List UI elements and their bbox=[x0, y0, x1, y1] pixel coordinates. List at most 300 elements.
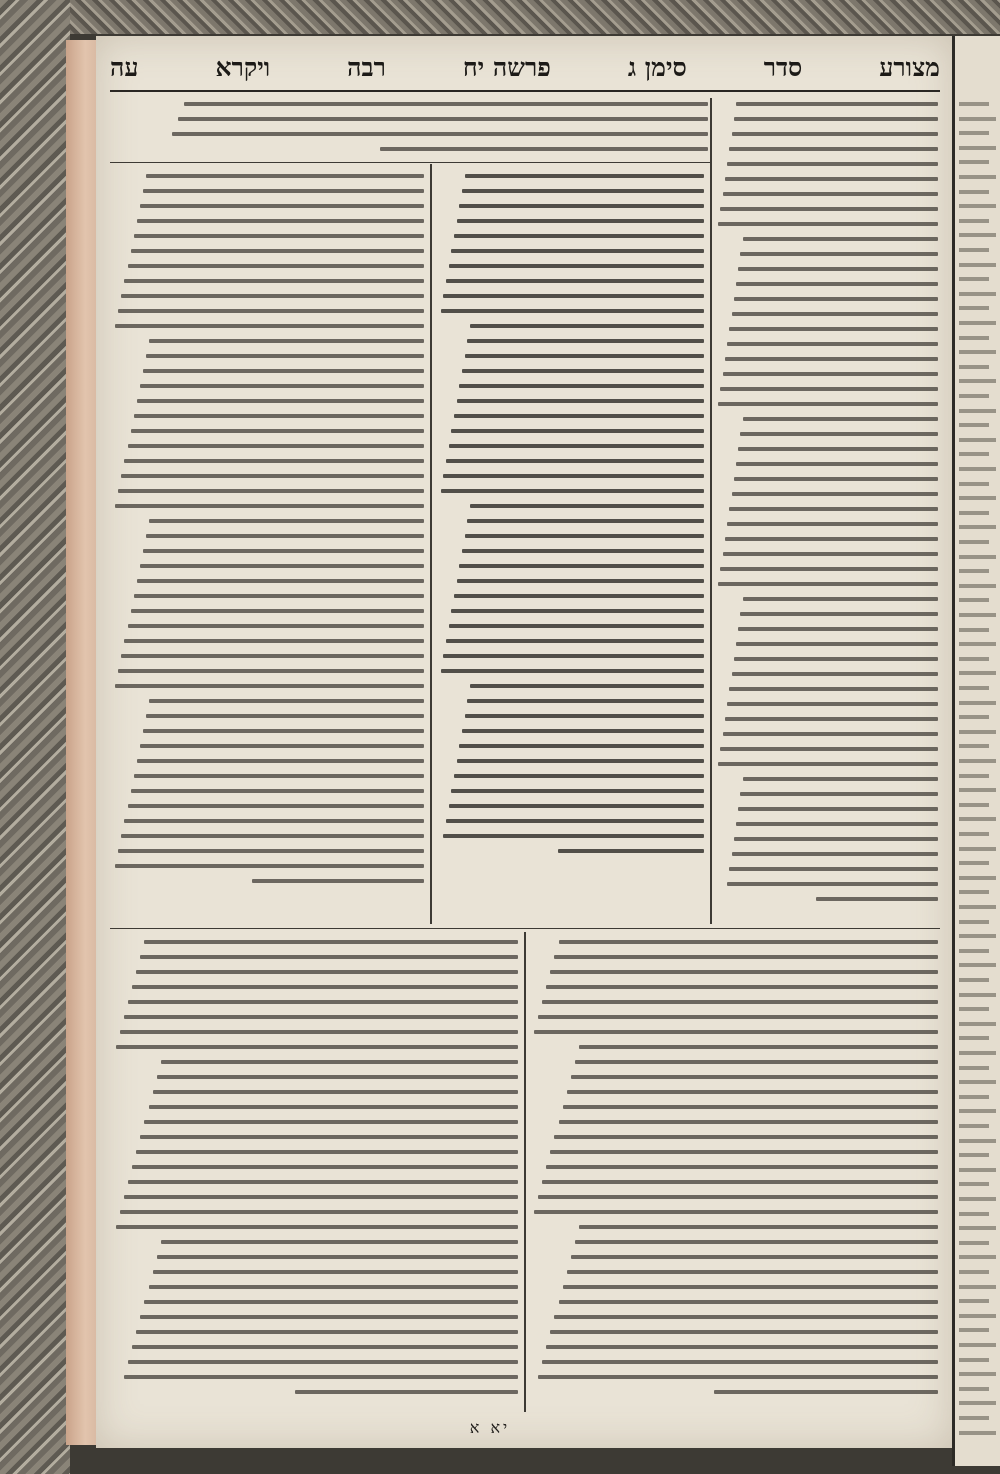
text-line bbox=[567, 1090, 938, 1094]
text-line bbox=[118, 489, 424, 493]
facing-page-text-line bbox=[959, 963, 996, 967]
text-line bbox=[725, 537, 938, 541]
text-line bbox=[441, 489, 704, 493]
running-head-book: ויקרא bbox=[215, 53, 271, 82]
text-line bbox=[732, 672, 938, 676]
text-line bbox=[720, 387, 938, 391]
facing-page-text-line bbox=[959, 1197, 996, 1201]
text-line bbox=[720, 567, 938, 571]
text-line bbox=[118, 849, 424, 853]
text-line bbox=[575, 1240, 938, 1244]
section-rule bbox=[110, 928, 940, 929]
facing-page-text-line bbox=[959, 1372, 996, 1376]
facing-page-text-line bbox=[959, 1270, 989, 1274]
text-line bbox=[559, 1120, 938, 1124]
text-line bbox=[449, 264, 704, 268]
text-line bbox=[128, 444, 424, 448]
facing-page-text-line bbox=[959, 1255, 996, 1259]
lower-right-commentary bbox=[530, 940, 938, 1405]
text-line bbox=[546, 985, 938, 989]
text-line bbox=[467, 519, 704, 523]
facing-page-text-line bbox=[959, 423, 989, 427]
text-line bbox=[134, 774, 424, 778]
text-line bbox=[740, 432, 938, 436]
facing-page-text-line bbox=[959, 306, 989, 310]
facing-page-text-line bbox=[959, 394, 989, 398]
text-line bbox=[465, 534, 704, 538]
facing-page-text-line bbox=[959, 482, 989, 486]
lower-left-commentary bbox=[112, 940, 518, 1405]
text-line bbox=[550, 1150, 938, 1154]
running-head-rabbah: רבה bbox=[347, 53, 386, 82]
text-line bbox=[446, 819, 704, 823]
text-line bbox=[115, 504, 424, 508]
facing-page-text-line bbox=[959, 1212, 989, 1216]
marbled-cover-left bbox=[0, 0, 70, 1474]
text-line bbox=[443, 834, 704, 838]
text-line bbox=[465, 174, 704, 178]
facing-page-text-line bbox=[959, 569, 989, 573]
printer-signature: יא א bbox=[469, 1418, 511, 1437]
text-line bbox=[443, 654, 704, 658]
text-line bbox=[575, 1060, 938, 1064]
text-line bbox=[143, 729, 424, 733]
facing-page-text-line bbox=[959, 409, 996, 413]
facing-page-text-line bbox=[959, 277, 989, 281]
facing-page-text-line bbox=[959, 701, 996, 705]
facing-page-text-line bbox=[959, 102, 989, 106]
text-line bbox=[128, 624, 424, 628]
page-edge bbox=[66, 40, 98, 1445]
text-line bbox=[459, 384, 704, 388]
text-line bbox=[140, 564, 424, 568]
facing-page-text-line bbox=[959, 744, 989, 748]
facing-page-text-line bbox=[959, 832, 989, 836]
text-line bbox=[743, 597, 938, 601]
facing-page-text-line bbox=[959, 774, 989, 778]
facing-page-text-line bbox=[959, 803, 989, 807]
facing-page-text-line bbox=[959, 452, 989, 456]
facing-page-text-line bbox=[959, 847, 996, 851]
text-line bbox=[137, 399, 424, 403]
text-line bbox=[732, 852, 938, 856]
text-line bbox=[454, 774, 704, 778]
facing-page-text-line bbox=[959, 1226, 996, 1230]
text-line bbox=[131, 609, 424, 613]
facing-page-text-line bbox=[959, 1387, 989, 1391]
text-line bbox=[115, 684, 424, 688]
text-line bbox=[554, 1315, 938, 1319]
text-line bbox=[571, 1075, 938, 1079]
facing-page-text-line bbox=[959, 628, 989, 632]
text-line bbox=[727, 342, 938, 346]
text-line bbox=[143, 549, 424, 553]
facing-page-text-line bbox=[959, 379, 996, 383]
text-line bbox=[465, 714, 704, 718]
text-line bbox=[118, 669, 424, 673]
text-line bbox=[558, 849, 704, 853]
text-line bbox=[542, 1360, 938, 1364]
top-commentary-rule bbox=[110, 162, 710, 163]
facing-page-text-line bbox=[959, 1124, 989, 1128]
facing-page-text-line bbox=[959, 657, 989, 661]
text-line bbox=[124, 1375, 518, 1379]
text-line bbox=[720, 747, 938, 751]
text-line bbox=[734, 117, 938, 121]
facing-page-text-line bbox=[959, 1080, 996, 1084]
text-line bbox=[146, 714, 424, 718]
text-line bbox=[459, 204, 704, 208]
text-line bbox=[740, 252, 938, 256]
text-line bbox=[115, 864, 424, 868]
text-line bbox=[140, 955, 518, 959]
text-line bbox=[718, 402, 938, 406]
text-line bbox=[116, 1225, 518, 1229]
text-line bbox=[380, 147, 708, 151]
facing-page-text-line bbox=[959, 131, 989, 135]
text-line bbox=[128, 804, 424, 808]
text-line bbox=[563, 1105, 938, 1109]
text-line bbox=[131, 249, 424, 253]
text-line bbox=[157, 1075, 518, 1079]
facing-page-text-line bbox=[959, 1299, 989, 1303]
text-line bbox=[137, 759, 424, 763]
text-line bbox=[143, 189, 424, 193]
facing-page-text-line bbox=[959, 146, 996, 150]
text-line bbox=[149, 1285, 518, 1289]
text-line bbox=[454, 234, 704, 238]
text-line bbox=[153, 1090, 518, 1094]
text-line bbox=[729, 327, 938, 331]
text-line bbox=[571, 1255, 938, 1259]
facing-page-text-line bbox=[959, 642, 996, 646]
facing-page-text-line bbox=[959, 934, 996, 938]
text-line bbox=[457, 219, 704, 223]
text-line bbox=[734, 657, 938, 661]
text-line bbox=[554, 955, 938, 959]
text-line bbox=[729, 507, 938, 511]
facing-page-text-line bbox=[959, 1022, 996, 1026]
text-line bbox=[149, 339, 424, 343]
text-line bbox=[128, 264, 424, 268]
marbled-cover-top bbox=[0, 0, 1000, 34]
text-line bbox=[718, 222, 938, 226]
text-line bbox=[727, 882, 938, 886]
text-line bbox=[140, 1315, 518, 1319]
text-line bbox=[131, 789, 424, 793]
facing-page-text-line bbox=[959, 511, 989, 515]
text-line bbox=[131, 429, 424, 433]
facing-page-text-line bbox=[959, 1358, 989, 1362]
text-line bbox=[465, 354, 704, 358]
text-line bbox=[118, 309, 424, 313]
text-line bbox=[740, 612, 938, 616]
text-line bbox=[443, 474, 704, 478]
text-line bbox=[470, 504, 704, 508]
facing-page-text-line bbox=[959, 540, 989, 544]
text-line bbox=[720, 207, 938, 211]
text-line bbox=[725, 357, 938, 361]
text-line bbox=[144, 1300, 518, 1304]
text-line bbox=[718, 582, 938, 586]
text-line bbox=[449, 444, 704, 448]
text-line bbox=[136, 1330, 518, 1334]
facing-page-text-line bbox=[959, 336, 989, 340]
text-line bbox=[459, 564, 704, 568]
facing-page-text-line bbox=[959, 263, 996, 267]
facing-page-text-line bbox=[959, 248, 989, 252]
facing-page-text-line bbox=[959, 233, 996, 237]
text-line bbox=[454, 414, 704, 418]
text-line bbox=[542, 1000, 938, 1004]
facing-page-text-line bbox=[959, 204, 996, 208]
facing-page-text-line bbox=[959, 1109, 996, 1113]
text-line bbox=[727, 702, 938, 706]
text-line bbox=[534, 1210, 938, 1214]
facing-page-text-line bbox=[959, 1168, 996, 1172]
facing-page-text-line bbox=[959, 861, 989, 865]
text-line bbox=[723, 732, 938, 736]
text-line bbox=[738, 627, 938, 631]
text-line bbox=[736, 102, 938, 106]
text-line bbox=[734, 837, 938, 841]
header-rule bbox=[110, 90, 940, 92]
facing-page-text-line bbox=[959, 160, 989, 164]
text-line bbox=[740, 792, 938, 796]
text-line bbox=[467, 699, 704, 703]
text-line bbox=[736, 822, 938, 826]
text-line bbox=[149, 1105, 518, 1109]
text-line bbox=[446, 279, 704, 283]
facing-page-text-line bbox=[959, 292, 996, 296]
text-line bbox=[563, 1285, 938, 1289]
text-line bbox=[736, 282, 938, 286]
facing-page-text-line bbox=[959, 905, 996, 909]
facing-page-text-line bbox=[959, 1182, 989, 1186]
text-line bbox=[121, 474, 424, 478]
text-line bbox=[743, 237, 938, 241]
top-commentary-block bbox=[112, 102, 708, 162]
text-line bbox=[714, 1390, 938, 1394]
column-rule-lower bbox=[524, 932, 526, 1412]
facing-page-text-line bbox=[959, 1285, 996, 1289]
facing-page-text-line bbox=[959, 467, 996, 471]
text-line bbox=[134, 414, 424, 418]
text-line bbox=[441, 669, 704, 673]
text-line bbox=[729, 867, 938, 871]
facing-page-text-line bbox=[959, 876, 996, 880]
text-line bbox=[451, 429, 704, 433]
facing-page-text-line bbox=[959, 1401, 996, 1405]
text-line bbox=[136, 1150, 518, 1154]
text-line bbox=[161, 1060, 518, 1064]
text-line bbox=[121, 654, 424, 658]
facing-page-text-line bbox=[959, 496, 996, 500]
text-line bbox=[446, 459, 704, 463]
facing-page-text-line bbox=[959, 190, 989, 194]
facing-page-text-line bbox=[959, 671, 996, 675]
text-line bbox=[120, 1030, 518, 1034]
text-line bbox=[723, 192, 938, 196]
right-commentary-column bbox=[716, 102, 938, 912]
text-line bbox=[124, 819, 424, 823]
facing-page-text-line bbox=[959, 175, 996, 179]
text-line bbox=[732, 132, 938, 136]
text-line bbox=[732, 492, 938, 496]
text-line bbox=[816, 897, 938, 901]
column-rule-left bbox=[430, 164, 432, 924]
text-line bbox=[153, 1270, 518, 1274]
text-line bbox=[144, 940, 518, 944]
running-head bbox=[110, 50, 940, 86]
facing-page-text-line bbox=[959, 1314, 996, 1318]
text-line bbox=[462, 189, 704, 193]
text-line bbox=[736, 462, 938, 466]
text-line bbox=[137, 219, 424, 223]
text-line bbox=[128, 1000, 518, 1004]
facing-page-text-line bbox=[959, 365, 989, 369]
facing-page-text-line bbox=[959, 321, 996, 325]
running-head-portion: מצורע bbox=[879, 53, 940, 82]
facing-page-text-line bbox=[959, 686, 989, 690]
text-line bbox=[149, 699, 424, 703]
text-line bbox=[124, 639, 424, 643]
facing-page-text-line bbox=[959, 350, 996, 354]
text-line bbox=[538, 1375, 938, 1379]
text-line bbox=[252, 879, 424, 883]
text-line bbox=[738, 447, 938, 451]
text-line bbox=[449, 804, 704, 808]
text-line bbox=[178, 117, 708, 121]
text-line bbox=[449, 624, 704, 628]
text-line bbox=[443, 294, 704, 298]
facing-page-text-line bbox=[959, 730, 996, 734]
text-line bbox=[559, 940, 938, 944]
text-line bbox=[140, 744, 424, 748]
facing-page-text-line bbox=[959, 978, 989, 982]
text-line bbox=[470, 324, 704, 328]
facing-page-text-line bbox=[959, 1066, 989, 1070]
text-line bbox=[140, 384, 424, 388]
text-line bbox=[136, 970, 518, 974]
facing-page-text-line bbox=[959, 715, 989, 719]
text-line bbox=[143, 369, 424, 373]
text-line bbox=[725, 177, 938, 181]
text-line bbox=[140, 204, 424, 208]
text-line bbox=[137, 579, 424, 583]
text-line bbox=[457, 579, 704, 583]
facing-page-text-line bbox=[959, 788, 996, 792]
facing-page-strip bbox=[952, 36, 1000, 1466]
text-line bbox=[743, 417, 938, 421]
text-line bbox=[467, 339, 704, 343]
text-line bbox=[723, 552, 938, 556]
text-line bbox=[538, 1195, 938, 1199]
facing-page-text-line bbox=[959, 817, 996, 821]
text-line bbox=[121, 294, 424, 298]
text-line bbox=[462, 729, 704, 733]
text-line bbox=[738, 807, 938, 811]
text-line bbox=[295, 1390, 518, 1394]
text-line bbox=[128, 1360, 518, 1364]
text-line bbox=[116, 1045, 518, 1049]
text-line bbox=[734, 477, 938, 481]
facing-page-text-line bbox=[959, 1139, 996, 1143]
facing-page-text-line bbox=[959, 1051, 996, 1055]
text-line bbox=[732, 312, 938, 316]
text-line bbox=[579, 1045, 938, 1049]
text-line bbox=[729, 147, 938, 151]
text-line bbox=[146, 534, 424, 538]
text-line bbox=[120, 1210, 518, 1214]
text-line bbox=[554, 1135, 938, 1139]
text-line bbox=[457, 759, 704, 763]
text-line bbox=[723, 372, 938, 376]
text-line bbox=[538, 1015, 938, 1019]
text-line bbox=[451, 249, 704, 253]
text-line bbox=[441, 309, 704, 313]
text-line bbox=[550, 1330, 938, 1334]
text-line bbox=[736, 642, 938, 646]
text-line bbox=[121, 834, 424, 838]
text-line bbox=[734, 297, 938, 301]
text-line bbox=[161, 1240, 518, 1244]
facing-page-text-line bbox=[959, 1416, 989, 1420]
facing-page-text-line bbox=[959, 1328, 989, 1332]
text-line bbox=[157, 1255, 518, 1259]
facing-page-text-line bbox=[959, 1036, 989, 1040]
text-line bbox=[546, 1345, 938, 1349]
text-line bbox=[132, 985, 518, 989]
facing-page-text-line bbox=[959, 1431, 996, 1435]
running-head-page-number: עה bbox=[110, 53, 139, 82]
facing-page-text-line bbox=[959, 759, 996, 763]
text-line bbox=[132, 1345, 518, 1349]
text-line bbox=[451, 609, 704, 613]
facing-page-text-line bbox=[959, 584, 996, 588]
facing-page-text-line bbox=[959, 598, 989, 602]
facing-page-text-line bbox=[959, 949, 989, 953]
facing-page-text-line bbox=[959, 890, 989, 894]
text-line bbox=[738, 267, 938, 271]
text-line bbox=[128, 1180, 518, 1184]
facing-page-text-line bbox=[959, 1095, 989, 1099]
running-head-parasha: פרשה יח bbox=[462, 53, 551, 82]
text-line bbox=[559, 1300, 938, 1304]
facing-page-text-line bbox=[959, 438, 996, 442]
facing-page-text-line bbox=[959, 613, 996, 617]
running-head-seder: סדר bbox=[763, 53, 803, 82]
running-head-siman: סימן ג bbox=[627, 53, 687, 82]
text-line bbox=[462, 549, 704, 553]
text-line bbox=[534, 1030, 938, 1034]
text-line bbox=[454, 594, 704, 598]
text-line bbox=[134, 594, 424, 598]
text-line bbox=[727, 522, 938, 526]
text-line bbox=[172, 132, 708, 136]
text-line bbox=[149, 519, 424, 523]
text-line bbox=[124, 279, 424, 283]
facing-page-text-line bbox=[959, 555, 996, 559]
text-line bbox=[546, 1165, 938, 1169]
text-line bbox=[132, 1165, 518, 1169]
text-line bbox=[470, 684, 704, 688]
facing-page-text-line bbox=[959, 1007, 989, 1011]
text-line bbox=[451, 789, 704, 793]
text-line bbox=[134, 234, 424, 238]
text-line bbox=[542, 1180, 938, 1184]
text-line bbox=[446, 639, 704, 643]
